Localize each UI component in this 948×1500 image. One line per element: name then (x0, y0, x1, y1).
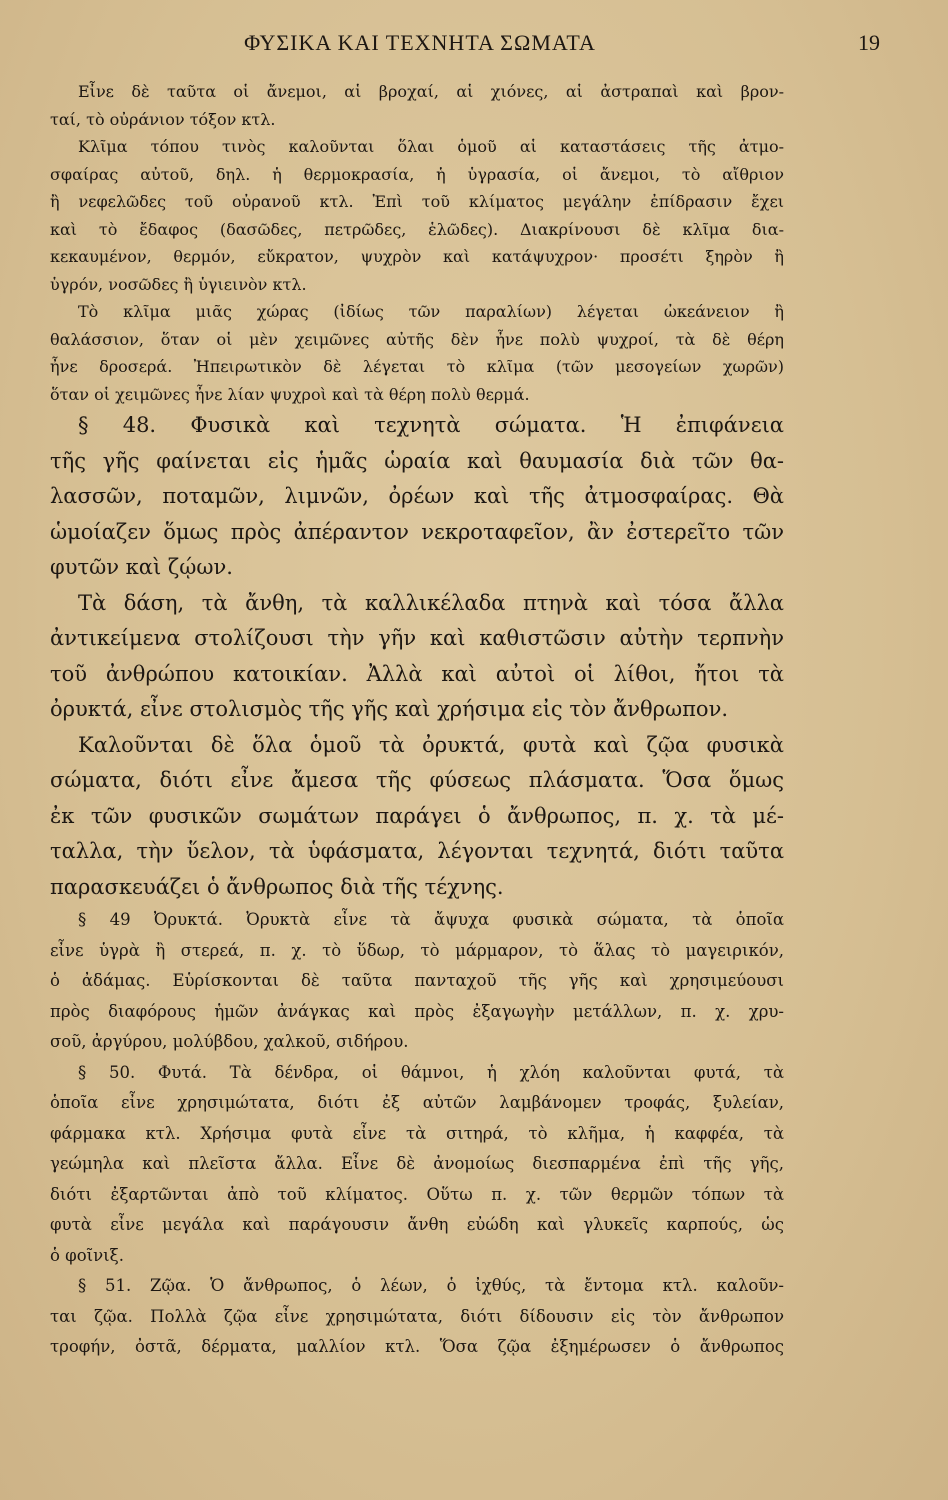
text-line: φάρμακα κτλ. Χρήσιμα φυτὰ εἶνε τὰ σιτηρά, τὸ κλῆμα, ἡ καφφέα, τὰ (50, 1123, 784, 1143)
text-line: ὅταν οἱ χειμῶνες ἦνε λίαν ψυχροὶ καὶ τὰ θέρη πολὺ θερμά. (50, 384, 530, 404)
text-line: τοῦ ἀνθρώπου κατοικίαν. Ἀλλὰ καὶ αὐτοὶ οἱ λίθοι, ἤτοι τὰ (50, 661, 784, 686)
text-line: ὡμοίαζεν ὅμως πρὸς ἀπέραντον νεκροταφεῖον, ἂν ἐστερεῖτο τῶν (50, 519, 784, 544)
text-line: § 50. Φυτά. Τὰ δένδρα, οἱ θάμνοι, ἡ χλόη καλοῦνται φυτά, τὰ (78, 1062, 784, 1082)
text-line: παρασκευάζει ὁ ἄνθρωπος διὰ τῆς τέχνης. (50, 874, 504, 899)
text-line: φυτὰ εἶνε μεγάλα καὶ παράγουσιν ἄνθη εὐώδη καὶ γλυκεῖς καρπούς, ὡς (50, 1215, 784, 1234)
text-line: Τὸ κλῖμα μιᾶς χώρας (ἰδίως τῶν παραλίων) λέγεται ὠκεάνειον ἢ (78, 302, 784, 321)
paragraph (50, 78, 784, 133)
text-line: ἐκ τῶν φυσικῶν σωμάτων παράγει ὁ ἄνθρωπος, π. χ. τὰ μέ- (50, 803, 784, 828)
text-line: § 48. Φυσικὰ καὶ τεχνητὰ σώματα. Ἡ ἐπιφάνεια (78, 413, 784, 437)
text-line: λασσῶν, ποταμῶν, λιμνῶν, ὀρέων καὶ τῆς ἀτμοσφαίρας. Θὰ (50, 484, 784, 508)
text-line: γεώμηλα καὶ πλεῖστα ἄλλα. Εἶνε δὲ ἀνομοίως διεσπαρμένα ἐπὶ τῆς γῆς, (50, 1154, 784, 1173)
text-line: ταί, τὸ οὐράνιον τόξον κτλ. (50, 109, 276, 129)
text-line: Καλοῦνται δὲ ὅλα ὁμοῦ τὰ ὀρυκτά, φυτὰ καὶ ζῷα φυσικὰ (78, 732, 784, 757)
text-line: ταλλα, τὴν ὕελον, τὰ ὑφάσματα, λέγονται τεχνητά, διότι ταῦτα (50, 839, 784, 863)
text-line: § 51. Ζῷα. Ὁ ἄνθρωπος, ὁ λέων, ὁ ἰχθύς, τὰ ἔντομα κτλ. καλοῦν- (78, 1276, 784, 1295)
text-line: ἢ νεφελῶδες τοῦ οὐρανοῦ κτλ. Ἐπὶ τοῦ κλίματος μεγάλην ἐπίδρασιν ἔχει (50, 192, 784, 211)
text-line: ὁποῖα εἶνε χρησιμώτατα, διότι ἐξ αὐτῶν λαμβάνομεν τροφάς, ξυλείαν, (50, 1093, 784, 1112)
body-text (50, 78, 784, 1363)
page-number: 19 (858, 30, 880, 55)
text-line: ὁ ἀδάμας. Εὑρίσκονται δὲ ταῦτα πανταχοῦ τῆς γῆς καὶ χρησιμεύουσι (50, 971, 784, 990)
text-line: ὑγρόν, νοσῶδες ἢ ὑγιεινὸν κτλ. (50, 274, 307, 294)
text-line: τροφήν, ὀστᾶ, δέρματα, μαλλίον κτλ. Ὅσα ζῷα ἐξημέρωσεν ὁ ἄνθρωπος (50, 1337, 784, 1356)
text-line: § 49 Ὀρυκτά. Ὀρυκτὰ εἶνε τὰ ἄψυχα φυσικὰ σώματα, τὰ ὁποῖα (78, 910, 784, 929)
paragraph (50, 1058, 784, 1272)
text-line: φυτῶν καὶ ζῴων. (50, 555, 233, 579)
paragraph (50, 728, 784, 906)
text-line: ἀντικείμενα στολίζουσι τὴν γῆν καὶ καθιστῶσιν αὐτὴν τερπνὴν (50, 626, 784, 650)
paragraph (50, 905, 784, 1058)
running-title: ΦΥΣΙΚΑ ΚΑΙ ΤΕΧΝΗΤΑ ΣΩΜΑΤΑ (244, 30, 596, 55)
page-header (0, 30, 948, 60)
text-line: ὀρυκτά, εἶνε στολισμὸς τῆς γῆς καὶ χρήσιμα εἰς τὸν ἄνθρωπον. (50, 697, 729, 721)
paragraph (50, 298, 784, 408)
text-line: σφαίρας αὐτοῦ, δηλ. ἡ θερμοκρασία, ἡ ὑγρασία, οἱ ἄνεμοι, τὸ αἴθριον (50, 164, 784, 184)
text-line: καὶ τὸ ἔδαφος (δασῶδες, πετρῶδες, ἑλῶδες). Διακρίνουσι δὲ κλῖμα δια- (50, 219, 784, 239)
text-line: σοῦ, ἀργύρου, μολύβδου, χαλκοῦ, σιδήρου. (50, 1032, 409, 1051)
text-line: εἶνε ὑγρὰ ἢ στερεά, π. χ. τὸ ὕδωρ, τὸ μάρμαρον, τὸ ἅλας τὸ μαγειρικόν, (50, 940, 784, 960)
text-line: διότι ἐξαρτῶνται ἀπὸ τοῦ κλίματος. Οὕτω π. χ. τῶν θερμῶν τόπων τὰ (50, 1184, 784, 1204)
text-line: σώματα, διότι εἶνε ἄμεσα τῆς φύσεως πλάσματα. Ὅσα ὅμως (50, 768, 784, 792)
text-line: Εἶνε δὲ ταῦτα οἱ ἄνεμοι, αἱ βροχαί, αἱ χιόνες, αἱ ἀστραπαὶ καὶ βρον- (78, 82, 784, 101)
text-line: ὁ φοῖνιξ. (50, 1245, 124, 1265)
text-line: θαλάσσιον, ὅταν οἱ μὲν χειμῶνες αὐτῆς δὲν ἦνε πολὺ ψυχροί, τὰ δὲ θέρη (50, 329, 784, 349)
paragraph (50, 586, 784, 728)
text-line: Τὰ δάση, τὰ ἄνθη, τὰ καλλικέλαδα πτηνὰ καὶ τόσα ἄλλα (78, 590, 784, 615)
text-line: ται ζῷα. Πολλὰ ζῷα εἶνε χρησιμώτατα, διότι δίδουσιν εἰς τὸν ἄνθρωπον (50, 1306, 784, 1326)
paragraph (50, 408, 784, 586)
text-line: πρὸς διαφόρους ἡμῶν ἀνάγκας καὶ πρὸς ἐξαγωγὴν μετάλλων, π. χ. χρυ- (50, 1001, 784, 1021)
text-line: ἦνε δροσερά. Ἠπειρωτικὸν δὲ λέγεται τὸ κλῖμα (τῶν μεσογείων χωρῶν) (50, 357, 784, 376)
text-line: τῆς γῆς φαίνεται εἰς ἡμᾶς ὡραία καὶ θαυμασία διὰ τῶν θα- (50, 448, 784, 473)
text-line: κεκαυμένον, θερμόν, εὔκρατον, ψυχρὸν καὶ κατάψυχρον· προσέτι ξηρὸν ἢ (50, 247, 784, 266)
paragraph (50, 1271, 784, 1363)
text-line: Κλῖμα τόπου τινὸς καλοῦνται ὅλαι ὁμοῦ αἱ καταστάσεις τῆς ἀτμο- (78, 137, 784, 156)
paragraph (50, 133, 784, 298)
